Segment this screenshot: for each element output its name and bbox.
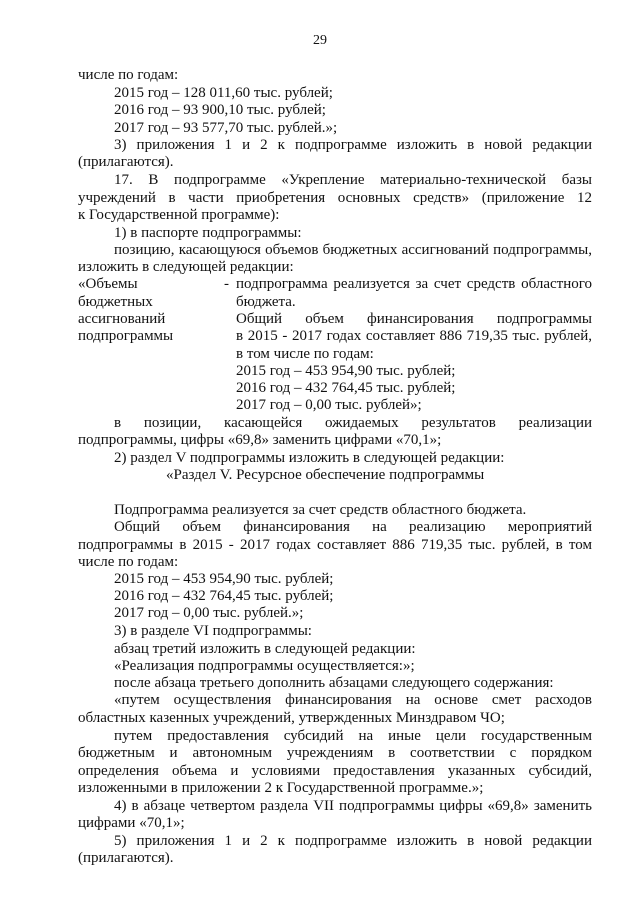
text-line: бюджетным и автономным учреждениям в соответствии с порядком [78,745,592,761]
text-line: Подпрограмма реализуется за счет средств областного бюджета. [114,502,527,518]
text-line: подпрограммы в 2015 - 2017 годах составляет 886 719,35 тыс. рублей, в том [78,537,592,553]
text-line: позицию, касающуюся объемов бюджетных ассигнований подпрограммы, [114,242,592,258]
text-line: 2016 год – 432 764,45 тыс. рублей; [114,588,334,604]
table-left-cell: подпрограммы [78,328,174,344]
text-line: определения объема и условиями предоставления указанных субсидий, [78,763,592,779]
table-right-cell: в 2015 - 2017 годах составляет 886 719,35 тыс. рублей, [236,328,592,344]
text-line: подпрограммы, цифры «69,8» заменить цифрами «70,1»; [78,432,442,448]
table-right-cell: 2015 год – 453 954,90 тыс. рублей; [236,363,456,379]
table-right-cell: 2017 год – 0,00 тыс. рублей»; [236,397,422,413]
table-right-cell: в том числе по годам: [236,346,374,362]
text-line: после абзаца третьего дополнить абзацами следующего содержания: [114,675,554,691]
text-line: Общий объем финансирования на реализацию мероприятий [114,519,592,535]
text-line: 3) в разделе VI подпрограммы: [114,623,312,639]
table-dash: - [224,276,229,292]
text-line: «путем осуществления финансирования на основе смет расходов [114,692,592,708]
text-line: числе по годам: [78,554,179,570]
text-line: 2017 год – 93 577,70 тыс. рублей.»; [114,120,338,136]
table-right-cell: 2016 год – 432 764,45 тыс. рублей; [236,380,456,396]
table-right-cell: подпрограмма реализуется за счет средств областного [236,276,592,292]
table-left-cell: ассигнований [78,311,166,327]
text-line: числе по годам: [78,67,179,83]
text-line: абзац третий изложить в следующей редакции: [114,641,416,657]
section-heading: «Раздел V. Ресурсное обеспечение подпрограммы [166,467,485,483]
text-line: 2016 год – 93 900,10 тыс. рублей; [114,102,326,118]
text-line: 2015 год – 453 954,90 тыс. рублей; [114,571,334,587]
text-line: цифрами «70,1»; [78,815,185,831]
text-line: 1) в паспорте подпрограммы: [114,225,302,241]
text-line: 17. В подпрограмме «Укрепление материально-технической базы [114,172,592,188]
text-line: 3) приложения 1 и 2 к подпрограмме изложить в новой редакции [114,137,592,153]
text-line: учреждений в части приобретения основных средств» (приложение 12 [78,190,592,206]
text-line: (прилагаются). [78,850,174,866]
text-line: путем предоставления субсидий на иные цели государственным [114,728,592,744]
table-left-cell: «Объемы [78,276,138,292]
text-line: в позиции, касающейся ожидаемых результатов реализации [114,415,592,431]
table-left-cell: бюджетных [78,294,153,310]
text-line: 5) приложения 1 и 2 к подпрограмме изложить в новой редакции [114,833,592,849]
text-line: 4) в абзаце четвертом раздела VII подпрограммы цифры «69,8» заменить [114,798,592,814]
text-line: 2017 год – 0,00 тыс. рублей.»; [114,605,304,621]
page-number: 29 [313,33,327,48]
text-line: (прилагаются). [78,154,174,170]
text-line: «Реализация подпрограммы осуществляется:»; [114,658,415,674]
text-line: областных казенных учреждений, утвержденных Минздравом ЧО; [78,710,505,726]
text-line: к Государственной программе): [78,207,280,223]
text-line: 2015 год – 128 011,60 тыс. рублей; [114,85,333,101]
text-line: 2) раздел V подпрограммы изложить в следующей редакции: [114,450,505,466]
text-line: изложить в следующей редакции: [78,259,294,275]
table-right-cell: бюджета. [236,294,296,310]
table-right-cell: Общий объем финансирования подпрограммы [236,311,592,327]
text-line: изложенными в приложении 2 к Государственной программе.»; [78,780,484,796]
